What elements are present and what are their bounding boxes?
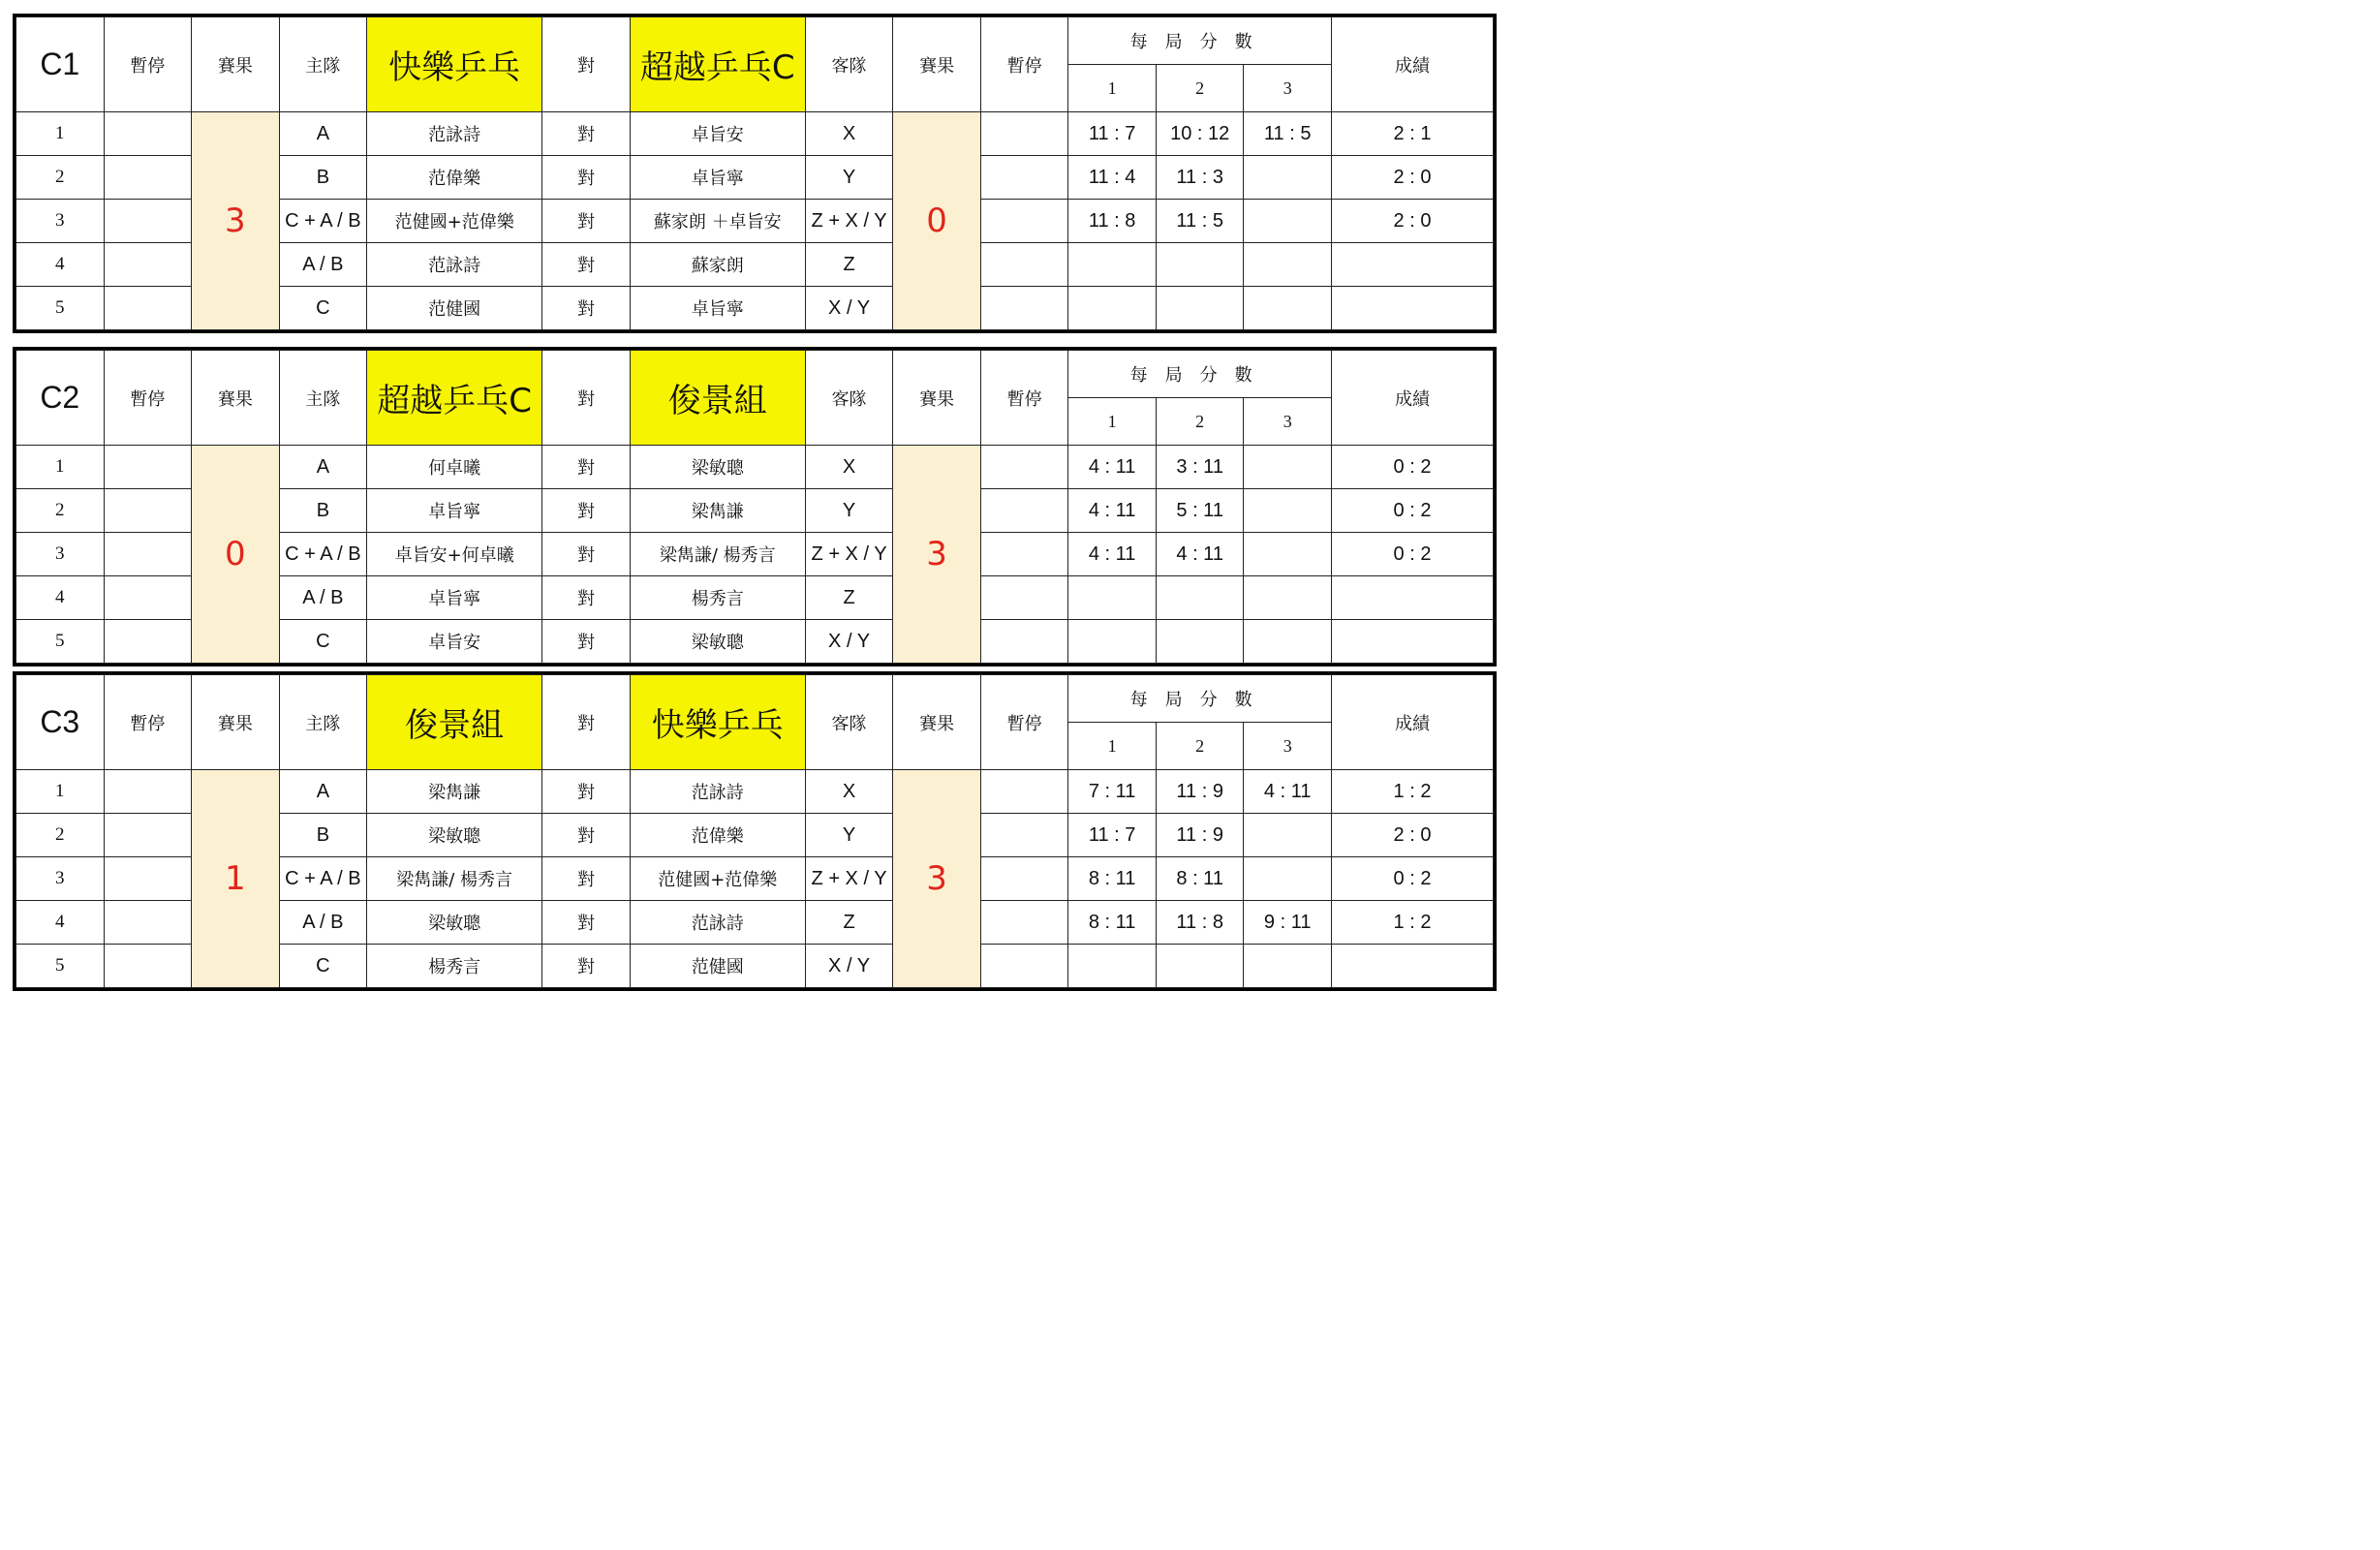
home-position: C + A / B [279, 857, 367, 901]
away-player: 范健國+范偉樂 [630, 857, 805, 901]
vs-label: 對 [542, 287, 631, 330]
result-header: 賽果 [192, 675, 280, 770]
vs-label: 對 [542, 770, 631, 814]
game-2-score [1156, 287, 1244, 330]
match-table [15, 674, 1494, 988]
home-header: 主隊 [279, 675, 367, 770]
home-position: B [279, 489, 367, 533]
game-1-score [1068, 945, 1157, 988]
away-player: 梁雋謙 [630, 489, 805, 533]
away-position: Z [805, 576, 893, 620]
home-timeout-cell [104, 814, 192, 857]
home-player: 卓旨安 [367, 620, 542, 664]
vs-header: 對 [542, 351, 631, 446]
game-2-score [1156, 243, 1244, 287]
game-1-score: 8 : 11 [1068, 857, 1157, 901]
home-player: 范詠詩 [367, 243, 542, 287]
away-position: Z [805, 243, 893, 287]
timeout-header: 暫停 [980, 351, 1068, 446]
home-player: 梁雋謙/ 楊秀言 [367, 857, 542, 901]
result-header: 賽果 [192, 351, 280, 446]
away-result: 3 [893, 770, 981, 988]
away-result: 0 [893, 112, 981, 330]
game-2-score: 11 : 3 [1156, 156, 1244, 200]
home-player: 范偉樂 [367, 156, 542, 200]
row-index: 4 [16, 901, 105, 945]
record-header: 成績 [1331, 351, 1493, 446]
game-1-score [1068, 576, 1157, 620]
vs-label: 對 [542, 533, 631, 576]
home-position: B [279, 814, 367, 857]
away-position: Y [805, 156, 893, 200]
row-index: 4 [16, 243, 105, 287]
home-player: 梁敏聰 [367, 814, 542, 857]
game-2-score [1156, 620, 1244, 664]
record-value [1331, 576, 1493, 620]
game-3-score [1244, 945, 1332, 988]
home-timeout-cell [104, 945, 192, 988]
game-3-score: 9 : 11 [1244, 901, 1332, 945]
home-result: 1 [192, 770, 280, 988]
row-index: 2 [16, 814, 105, 857]
away-timeout-cell [980, 576, 1068, 620]
away-timeout-cell [980, 112, 1068, 156]
game-3-score: 11 : 5 [1244, 112, 1332, 156]
away-timeout-cell [980, 489, 1068, 533]
home-player: 卓旨寧 [367, 576, 542, 620]
home-player: 梁敏聰 [367, 901, 542, 945]
home-result: 0 [192, 446, 280, 664]
record-value [1331, 287, 1493, 330]
away-position: X / Y [805, 287, 893, 330]
away-position: Z + X / Y [805, 857, 893, 901]
game-1-score: 4 : 11 [1068, 446, 1157, 489]
game-1-score: 11 : 7 [1068, 112, 1157, 156]
home-header: 主隊 [279, 351, 367, 446]
away-position: Z [805, 901, 893, 945]
timeout-header: 暫停 [980, 675, 1068, 770]
game-3-score [1244, 243, 1332, 287]
away-timeout-cell [980, 243, 1068, 287]
table-row [16, 112, 1494, 156]
game-1-score: 8 : 11 [1068, 901, 1157, 945]
game-1-score [1068, 243, 1157, 287]
game-1-score: 11 : 7 [1068, 814, 1157, 857]
away-timeout-cell [980, 770, 1068, 814]
record-value: 2 : 0 [1331, 200, 1493, 243]
home-team-name: 快樂乒乓 [367, 17, 542, 112]
away-timeout-cell [980, 533, 1068, 576]
home-position: C + A / B [279, 533, 367, 576]
away-position: X / Y [805, 945, 893, 988]
home-timeout-cell [104, 287, 192, 330]
home-position: A / B [279, 576, 367, 620]
record-value: 1 : 2 [1331, 901, 1493, 945]
away-position: X / Y [805, 620, 893, 664]
away-timeout-cell [980, 446, 1068, 489]
game-2-score: 11 : 9 [1156, 814, 1244, 857]
result-header: 賽果 [893, 17, 981, 112]
game-1-score [1068, 620, 1157, 664]
per-game-scores-header: 每局分數 [1068, 675, 1332, 723]
home-timeout-cell [104, 770, 192, 814]
record-value: 0 : 2 [1331, 446, 1493, 489]
game-number-1: 1 [1068, 65, 1157, 112]
away-position: X [805, 770, 893, 814]
match-table [15, 350, 1494, 664]
home-timeout-cell [104, 243, 192, 287]
home-timeout-cell [104, 620, 192, 664]
vs-label: 對 [542, 901, 631, 945]
home-timeout-cell [104, 156, 192, 200]
game-2-score: 8 : 11 [1156, 857, 1244, 901]
game-3-score [1244, 156, 1332, 200]
home-position: A [279, 446, 367, 489]
match-code: C3 [16, 675, 105, 770]
away-timeout-cell [980, 901, 1068, 945]
table-row [16, 770, 1494, 814]
away-player: 范偉樂 [630, 814, 805, 857]
row-index: 1 [16, 770, 105, 814]
away-team-name: 超越乒乓C [630, 17, 805, 112]
game-number-2: 2 [1156, 398, 1244, 446]
vs-label: 對 [542, 243, 631, 287]
game-3-score [1244, 814, 1332, 857]
away-team-name: 俊景組 [630, 351, 805, 446]
home-timeout-cell [104, 446, 192, 489]
result-header: 賽果 [192, 17, 280, 112]
home-player: 范健國+范偉樂 [367, 200, 542, 243]
record-value: 2 : 1 [1331, 112, 1493, 156]
home-timeout-cell [104, 112, 192, 156]
away-player: 蘇家朗 [630, 243, 805, 287]
record-value [1331, 243, 1493, 287]
game-2-score: 4 : 11 [1156, 533, 1244, 576]
game-1-score: 11 : 8 [1068, 200, 1157, 243]
record-value [1331, 620, 1493, 664]
home-timeout-cell [104, 901, 192, 945]
away-position: Z + X / Y [805, 200, 893, 243]
game-3-score [1244, 620, 1332, 664]
game-number-3: 3 [1244, 65, 1332, 112]
match-table [15, 16, 1494, 330]
home-header: 主隊 [279, 17, 367, 112]
away-player: 蘇家朗 ＋卓旨安 [630, 200, 805, 243]
home-position: C + A / B [279, 200, 367, 243]
away-player: 卓旨寧 [630, 287, 805, 330]
match-c2 [13, 347, 1497, 666]
row-index: 1 [16, 112, 105, 156]
game-3-score [1244, 576, 1332, 620]
away-player: 卓旨寧 [630, 156, 805, 200]
game-3-score [1244, 489, 1332, 533]
home-timeout-cell [104, 576, 192, 620]
row-index: 1 [16, 446, 105, 489]
home-team-name: 俊景組 [367, 675, 542, 770]
away-player: 卓旨安 [630, 112, 805, 156]
home-result: 3 [192, 112, 280, 330]
away-result: 3 [893, 446, 981, 664]
record-header: 成績 [1331, 17, 1493, 112]
home-player: 梁雋謙 [367, 770, 542, 814]
home-position: C [279, 287, 367, 330]
home-timeout-cell [104, 533, 192, 576]
home-position: C [279, 945, 367, 988]
game-1-score: 4 : 11 [1068, 489, 1157, 533]
home-timeout-cell [104, 489, 192, 533]
home-player: 范健國 [367, 287, 542, 330]
away-timeout-cell [980, 156, 1068, 200]
game-number-3: 3 [1244, 398, 1332, 446]
row-index: 3 [16, 533, 105, 576]
game-3-score [1244, 533, 1332, 576]
away-timeout-cell [980, 620, 1068, 664]
row-index: 4 [16, 576, 105, 620]
away-timeout-cell [980, 857, 1068, 901]
game-3-score: 4 : 11 [1244, 770, 1332, 814]
game-number-2: 2 [1156, 65, 1244, 112]
per-game-scores-header: 每局分數 [1068, 17, 1332, 65]
vs-header: 對 [542, 17, 631, 112]
vs-label: 對 [542, 857, 631, 901]
away-position: X [805, 446, 893, 489]
away-timeout-cell [980, 200, 1068, 243]
away-player: 范詠詩 [630, 770, 805, 814]
vs-label: 對 [542, 446, 631, 489]
away-position: Y [805, 489, 893, 533]
vs-label: 對 [542, 945, 631, 988]
home-position: A / B [279, 901, 367, 945]
match-c1 [13, 14, 1497, 333]
game-2-score: 11 : 8 [1156, 901, 1244, 945]
away-position: Y [805, 814, 893, 857]
vs-label: 對 [542, 200, 631, 243]
away-header: 客隊 [805, 17, 893, 112]
away-player: 梁敏聰 [630, 620, 805, 664]
home-player: 卓旨安+何卓曦 [367, 533, 542, 576]
vs-header: 對 [542, 675, 631, 770]
game-3-score [1244, 857, 1332, 901]
vs-label: 對 [542, 576, 631, 620]
home-team-name: 超越乒乓C [367, 351, 542, 446]
record-value [1331, 945, 1493, 988]
home-position: B [279, 156, 367, 200]
home-timeout-cell [104, 200, 192, 243]
match-code: C1 [16, 17, 105, 112]
record-value: 2 : 0 [1331, 156, 1493, 200]
home-position: A / B [279, 243, 367, 287]
game-3-score [1244, 200, 1332, 243]
match-code: C2 [16, 351, 105, 446]
away-player: 范詠詩 [630, 901, 805, 945]
game-2-score [1156, 945, 1244, 988]
away-header: 客隊 [805, 351, 893, 446]
home-player: 范詠詩 [367, 112, 542, 156]
result-header: 賽果 [893, 351, 981, 446]
record-value: 0 : 2 [1331, 533, 1493, 576]
game-2-score: 3 : 11 [1156, 446, 1244, 489]
game-2-score [1156, 576, 1244, 620]
home-position: A [279, 112, 367, 156]
row-index: 3 [16, 200, 105, 243]
game-2-score: 5 : 11 [1156, 489, 1244, 533]
record-value: 1 : 2 [1331, 770, 1493, 814]
away-team-name: 快樂乒乓 [630, 675, 805, 770]
away-timeout-cell [980, 287, 1068, 330]
game-1-score: 11 : 4 [1068, 156, 1157, 200]
game-3-score [1244, 287, 1332, 330]
game-number-3: 3 [1244, 723, 1332, 770]
row-index: 2 [16, 156, 105, 200]
match-c3 [13, 671, 1497, 991]
home-position: A [279, 770, 367, 814]
row-index: 3 [16, 857, 105, 901]
away-timeout-cell [980, 945, 1068, 988]
table-row [16, 446, 1494, 489]
record-header: 成績 [1331, 675, 1493, 770]
home-player: 何卓曦 [367, 446, 542, 489]
vs-label: 對 [542, 156, 631, 200]
record-value: 0 : 2 [1331, 489, 1493, 533]
vs-label: 對 [542, 489, 631, 533]
game-3-score [1244, 446, 1332, 489]
game-2-score: 10 : 12 [1156, 112, 1244, 156]
away-position: Z + X / Y [805, 533, 893, 576]
game-number-1: 1 [1068, 723, 1157, 770]
game-1-score: 7 : 11 [1068, 770, 1157, 814]
timeout-header: 暫停 [104, 675, 192, 770]
away-timeout-cell [980, 814, 1068, 857]
away-player: 梁雋謙/ 楊秀言 [630, 533, 805, 576]
row-index: 2 [16, 489, 105, 533]
home-player: 卓旨寧 [367, 489, 542, 533]
row-index: 5 [16, 945, 105, 988]
game-1-score: 4 : 11 [1068, 533, 1157, 576]
timeout-header: 暫停 [104, 351, 192, 446]
home-player: 楊秀言 [367, 945, 542, 988]
away-player: 楊秀言 [630, 576, 805, 620]
game-1-score [1068, 287, 1157, 330]
game-2-score: 11 : 5 [1156, 200, 1244, 243]
vs-label: 對 [542, 620, 631, 664]
record-value: 0 : 2 [1331, 857, 1493, 901]
row-index: 5 [16, 620, 105, 664]
vs-label: 對 [542, 112, 631, 156]
record-value: 2 : 0 [1331, 814, 1493, 857]
row-index: 5 [16, 287, 105, 330]
per-game-scores-header: 每局分數 [1068, 351, 1332, 398]
vs-label: 對 [542, 814, 631, 857]
game-2-score: 11 : 9 [1156, 770, 1244, 814]
timeout-header: 暫停 [980, 17, 1068, 112]
game-number-1: 1 [1068, 398, 1157, 446]
result-header: 賽果 [893, 675, 981, 770]
home-timeout-cell [104, 857, 192, 901]
away-player: 范健國 [630, 945, 805, 988]
home-position: C [279, 620, 367, 664]
game-number-2: 2 [1156, 723, 1244, 770]
timeout-header: 暫停 [104, 17, 192, 112]
away-position: X [805, 112, 893, 156]
away-player: 梁敏聰 [630, 446, 805, 489]
away-header: 客隊 [805, 675, 893, 770]
